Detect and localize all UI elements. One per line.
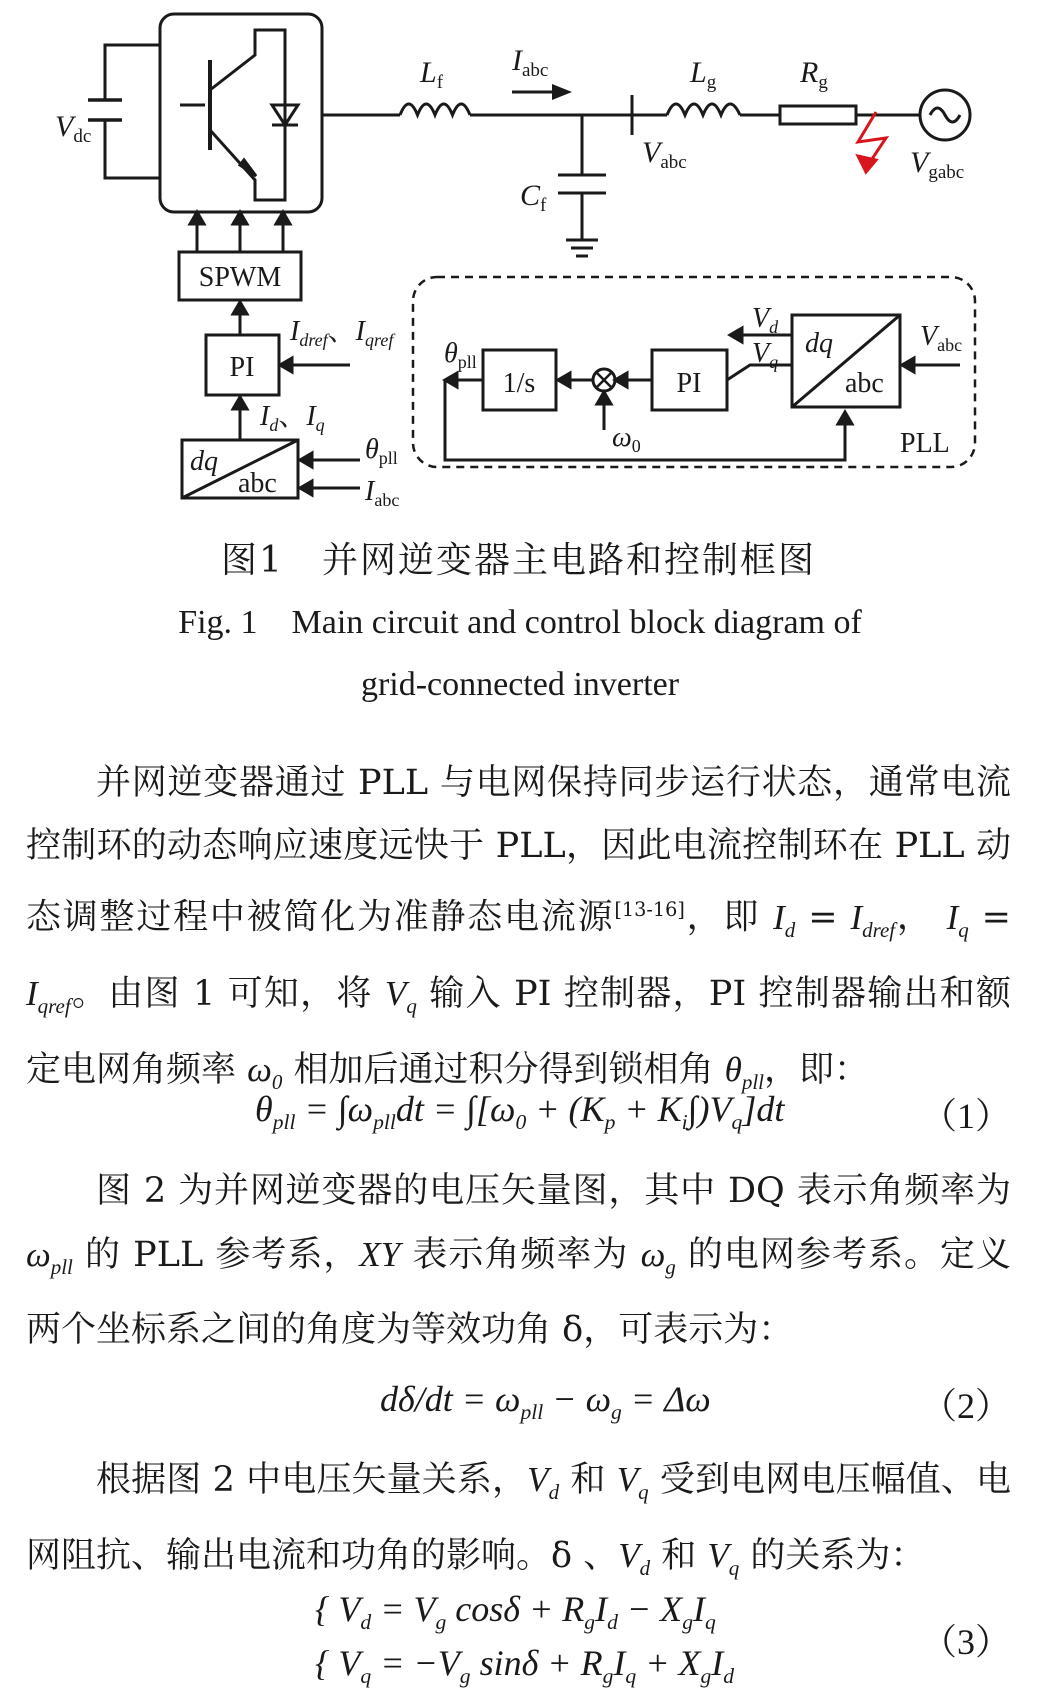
label-iabc: $I_{abc}$ (512, 44, 549, 81)
inductor-lg (667, 104, 740, 115)
paragraph-2: 图 2 为并网逆变器的电压矢量图，其中 DQ 表示角频率为 $\omega_{pll}$ 的 PLL 参考系，XY 表示角频率为 $\omega_g$ 的电网参考系。定义两个坐标系之间的角度为等效功角 δ，可表示为： (26, 1171, 1011, 1350)
label-pll-pi: PI (676, 368, 702, 399)
label-vabc: $V_{abc}$ (642, 136, 687, 173)
label-lf: $L_f$ (420, 56, 444, 93)
label-omega0: $\omega_0$ (612, 422, 641, 456)
inductor-lf (400, 104, 470, 115)
paragraph-3: 根据图 2 中电压矢量关系，$V_d$ 和 $V_q$ 受到电网电压幅值、电网阻抗、输出电流和功角的影响。δ 、$V_d$ 和 $V_q$ 的关系为： (26, 1460, 1011, 1580)
figure-caption-en-line2: grid-connected inverter (360, 666, 680, 703)
label-iabc-in: $I_{abc}$ (365, 476, 400, 510)
inverter-box (160, 14, 322, 212)
label-spwm: SPWM (198, 262, 282, 293)
equation-1-number: （1） (920, 1096, 1011, 1136)
label-theta-pll-in: $\theta_{pll}$ (365, 434, 398, 468)
circuit-block-diagram (0, 0, 1037, 520)
label-vdc: $V_{dc}$ (55, 110, 92, 147)
label-cf: $C_f$ (520, 179, 547, 216)
label-integrator: 1/s (502, 368, 536, 399)
figure-caption-cn: 图1 并网逆变器主电路和控制框图 (221, 540, 816, 581)
label-id-iq: $I_d$、$I_q$ (260, 401, 325, 435)
label-abc: abc (238, 468, 277, 499)
label-vq: $V_q$ (752, 338, 779, 372)
label-theta-pll-out: $\theta_{pll}$ (444, 338, 477, 372)
figure-caption-en-line1: Fig. 1 Main circuit and control block diagram of (178, 604, 862, 641)
label-pll-abc: abc (845, 368, 884, 399)
label-dq: dq (190, 446, 218, 477)
igbt-symbol (180, 30, 298, 200)
label-vabc-in: $V_{abc}$ (920, 321, 963, 355)
label-pi: PI (229, 352, 255, 383)
equation-2-number: （2） (920, 1386, 1011, 1426)
label-vd: $V_d$ (752, 303, 779, 337)
label-vgabc: $V_{gabc}$ (910, 146, 965, 183)
dc-link-wiring (105, 45, 160, 178)
label-pll-dq: dq (805, 328, 833, 359)
dc-capacitor (88, 100, 122, 120)
label-rg: $R_g$ (800, 56, 828, 93)
equation-3-number: （3） (920, 1622, 1011, 1662)
label-lg: $L_g$ (690, 56, 717, 93)
label-pll-title: PLL (900, 428, 950, 459)
resistor-rg (780, 106, 856, 124)
spwm-gate-arrows (190, 212, 290, 252)
capacitor-cf (558, 115, 606, 256)
label-idref-iqref: $I_{dref}$、$I_{qref}$ (290, 316, 394, 350)
figure-caption-en (140, 592, 900, 716)
paragraph-1: 并网逆变器通过 PLL 与电网保持同步运行状态，通常电流控制环的动态响应速度远快于 PLL，因此电流控制环在 PLL 动态调整过程中被简化为准静态电流源[13-16]，即 $I_d = I_{dref}$， $I_q = I_{qref}$。由图 1 可知，将 $V_q$ 输入 PI 控制器，PI 控制器输出和额定电网角频率 $\omega_0$ 相加后通过积分得到锁相角 $\theta_{pll}$，即： (26, 763, 1011, 1094)
